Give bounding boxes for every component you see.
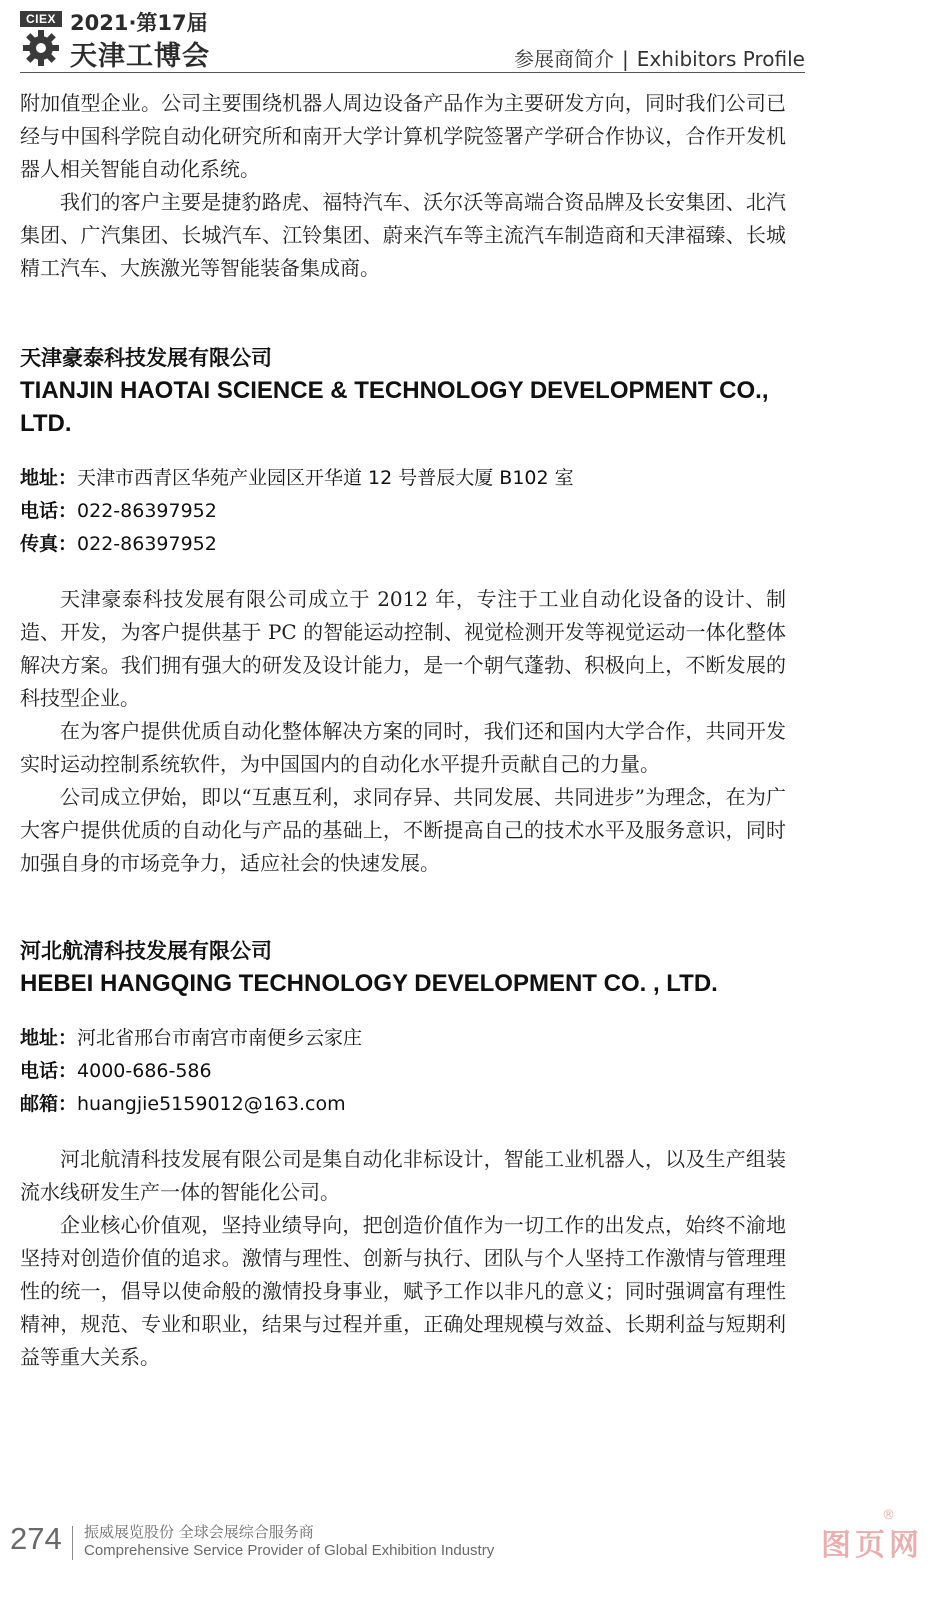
email-value: huangjie5159012@163.com <box>77 1093 346 1115</box>
address-value: 天津市西青区华苑产业园区开华道 12 号普辰大厦 B102 室 <box>77 467 574 489</box>
header-rule <box>20 72 805 73</box>
ciex-logo <box>20 10 240 72</box>
description-paragraph: 天津豪泰科技发展有限公司成立于 2012 年，专注于工业自动化设备的设计、制造、开发，为客户提供基于 PC 的智能运动控制、视觉检测开发等视觉运动一体化整体解决方案。我们拥有强大的研发及设计能力，是一个朝气蓬勃、积极向上，不断发展的科技型企业。 <box>20 587 786 710</box>
fax-row <box>20 528 786 561</box>
logo-name: 天津工博会 <box>70 41 210 72</box>
section-title <box>514 43 805 72</box>
company-entry-hangqing <box>20 936 786 1374</box>
address-value: 河北省邢台市南宫市南便乡云家庄 <box>77 1027 363 1049</box>
phone-label: 电话： <box>20 1060 78 1082</box>
footer-divider <box>72 1526 73 1560</box>
company-description <box>20 1143 786 1374</box>
page-footer <box>0 1508 937 1600</box>
address-row <box>20 1022 786 1055</box>
address-row <box>20 462 786 495</box>
company-name-cn: 河北航清科技发展有限公司 <box>20 939 272 963</box>
phone-value: 022-86397952 <box>77 500 217 522</box>
address-label: 地址： <box>20 467 78 489</box>
company-name-en: TIANJIN HAOTAI SCIENCE & TECHNOLOGY DEVELOPMENT CO., LTD. <box>20 377 769 437</box>
phone-value: 4000-686-586 <box>77 1060 212 1082</box>
phone-row <box>20 495 786 528</box>
description-paragraph: 公司成立伊始，即以“互惠互利，求同存异、共同发展、共同进步”为理念，在为广大客户提供优质的自动化与产品的基础上，不断提高自己的技术水平及服务意识，同时加强自身的市场竞争力，适应社会的快速发展。 <box>20 785 786 875</box>
fax-label: 传真： <box>20 533 78 555</box>
header-separator: | <box>622 47 629 71</box>
intro-paragraph: 我们的客户主要是捷豹路虎、福特汽车、沃尔沃等高端合资品牌及长安集团、北汽集团、广汽集团、长城汽车、江铃集团、蔚来汽车等主流汽车制造商和天津福臻、长城精工汽车、大族激光等智能装备集成商。 <box>20 190 786 280</box>
contact-info <box>20 462 786 561</box>
section-title-cn: 参展商简介 <box>514 47 615 71</box>
intro-continuation <box>20 87 786 285</box>
logo-badge: CIEX <box>20 11 62 27</box>
company-entry-haotai <box>20 343 786 880</box>
page-content <box>20 87 786 1374</box>
contact-info <box>20 1022 786 1121</box>
section-title-en: Exhibitors Profile <box>636 47 805 71</box>
description-paragraph: 河北航清科技发展有限公司是集自动化非标设计，智能工业机器人，以及生产组装流水线研发生产一体的智能化公司。 <box>20 1147 786 1204</box>
gear-icon <box>22 29 60 67</box>
footer-company-cn: 振威展览股份 全球会展综合服务商 <box>84 1523 314 1541</box>
email-label: 邮箱： <box>20 1093 78 1115</box>
watermark-text: 图页网 <box>821 1528 923 1563</box>
footer-company-en: Comprehensive Service Provider of Global Exhibition Industry <box>84 1542 495 1559</box>
registered-mark: ® <box>882 1508 895 1523</box>
logo-year: 2021·第17届 <box>70 11 208 35</box>
description-paragraph: 企业核心价值观，坚持业绩导向，把创造价值作为一切工作的出发点，始终不渝地坚持对创造价值的追求。激情与理性、创新与执行、团队与个人坚持工作激情与管理理性的统一，倡导以使命般的激情投身事业，赋予工作以非凡的意义；同时强调富有理性精神，规范、专业和职业，结果与过程并重，正确处理规模与效益、长期利益与短期利益等重大关系。 <box>20 1213 786 1369</box>
address-label: 地址： <box>20 1027 78 1049</box>
description-paragraph: 在为客户提供优质自动化整体解决方案的同时，我们还和国内大学合作，共同开发实时运动控制系统软件，为中国国内的自动化水平提升贡献自己的力量。 <box>20 719 786 776</box>
page-header <box>20 10 805 74</box>
watermark <box>821 1508 923 1564</box>
company-description <box>20 583 786 880</box>
company-name-en: HEBEI HANGQING TECHNOLOGY DEVELOPMENT CO. , LTD. <box>20 970 718 997</box>
email-row <box>20 1088 786 1121</box>
page-number: 274 <box>10 1521 62 1556</box>
phone-row <box>20 1055 786 1088</box>
intro-paragraph: 附加值型企业。公司主要围绕机器人周边设备产品作为主要研发方向，同时我们公司已经与中国科学院自动化研究所和南开大学计算机学院签署产学研合作协议，合作开发机器人相关智能自动化系统。 <box>20 91 786 181</box>
company-name-cn: 天津豪泰科技发展有限公司 <box>20 346 272 370</box>
phone-label: 电话： <box>20 500 78 522</box>
fax-value: 022-86397952 <box>77 533 217 555</box>
